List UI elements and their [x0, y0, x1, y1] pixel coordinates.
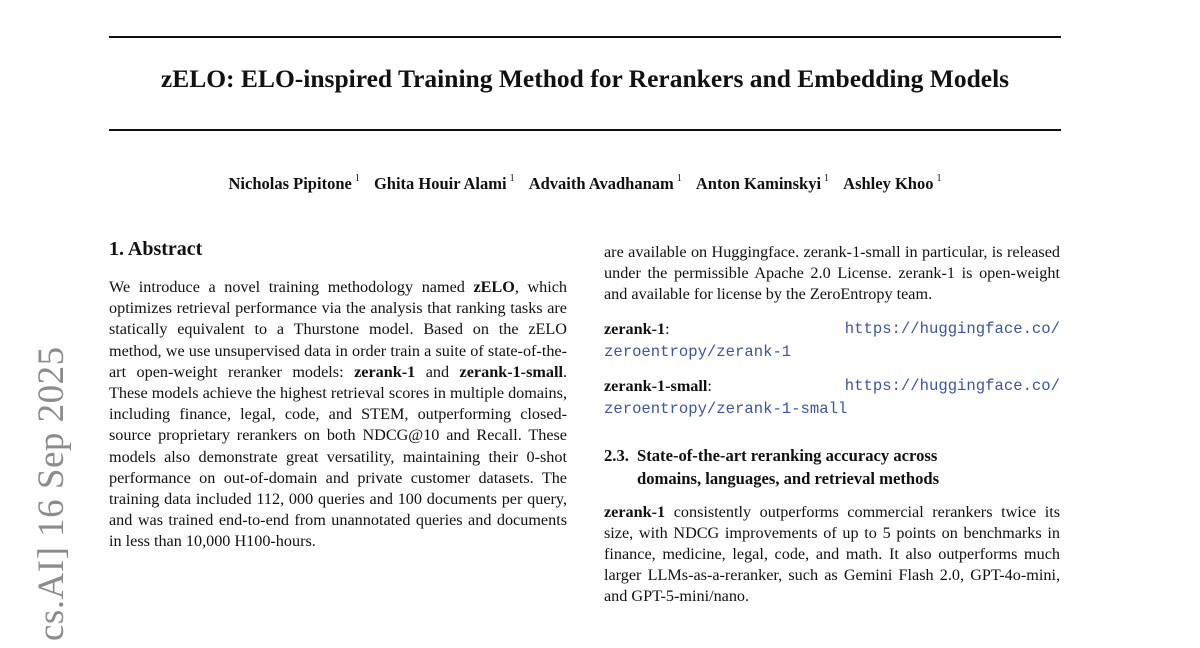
author-list	[0, 174, 1170, 194]
author: Nicholas Pipitone $^1$	[228, 172, 360, 193]
right-column	[604, 242, 1060, 608]
title-rule-top	[109, 36, 1061, 38]
model-link-entry: zerank-1: https://huggingface.co/ zeroentropy/zerank-1	[604, 319, 1060, 361]
huggingface-link-cont[interactable]: zeroentropy/zerank-1	[604, 342, 792, 361]
huggingface-link[interactable]: https://huggingface.co/	[844, 319, 1060, 338]
author: Advaith Avadhanam $^1$	[528, 172, 682, 193]
huggingface-link[interactable]: https://huggingface.co/	[844, 376, 1060, 395]
arxiv-side-stamp: cs.AI] 16 Sep 2025	[31, 346, 72, 641]
model-link-entry: zerank-1-small: https://huggingface.co/ zeroentropy/zerank-1-small	[604, 376, 1060, 418]
left-column	[109, 238, 567, 553]
section-heading: 2.3. State-of-the-art reranking accuracy across domains, languages, and retrieval methods	[604, 445, 940, 488]
huggingface-link-cont[interactable]: zeroentropy/zerank-1-small	[604, 399, 848, 418]
title-rule-bottom	[109, 129, 1061, 131]
author: Anton Kaminskyi $^1$	[695, 172, 830, 193]
availability-paragraph: are available on Huggingface. zerank-1-small in particular, is released under the permissible Apache 2.0 License. zerank-1 is open-weight and available for license by the ZeroEntropy team.	[604, 243, 1060, 304]
results-paragraph: zerank-1 consistently outperforms commercial rerankers twice its size, with NDCG improvements of up to 5 points on benchmarks in finance, medicine, legal, code, and math. It also outperforms much larger LLMs-as-a-reranker, such as Gemini Flash 2.0, GPT-4o-mini, and GPT-5-mini/nano.	[604, 502, 1060, 606]
author: Ashley Khoo $^1$	[843, 172, 942, 193]
paper-title: zELO: ELO-inspired Training Method for Rerankers and Embedding Models	[160, 64, 1010, 93]
author: Ghita Houir Alami $^1$	[373, 172, 515, 193]
abstract-heading: 1. Abstract	[109, 238, 203, 260]
abstract-paragraph: We introduce a novel training methodology named zELO, which optimizes retrieval performance via the analysis that ranking tasks are statically equivalent to a Thurstone model. Based on the zELO method, we use unsupervised data in order train a suite of state-of-the-art open-weight reranker models: zerank-1 and zerank-1-small. These models achieve the highest retrieval scores in multiple domains, including finance, legal, code, and STEM, outperforming closed-source proprietary rerankers on both NDCG@10 and Recall. These models also demonstrate great versatility, maintaining their 0-shot performance on out-of-domain and private customer datasets. The training data included 112, 000 queries and 100 documents per query, and was trained end-to-end from unannotated queries and documents in less than 10,000 H100-hours.	[109, 278, 567, 551]
